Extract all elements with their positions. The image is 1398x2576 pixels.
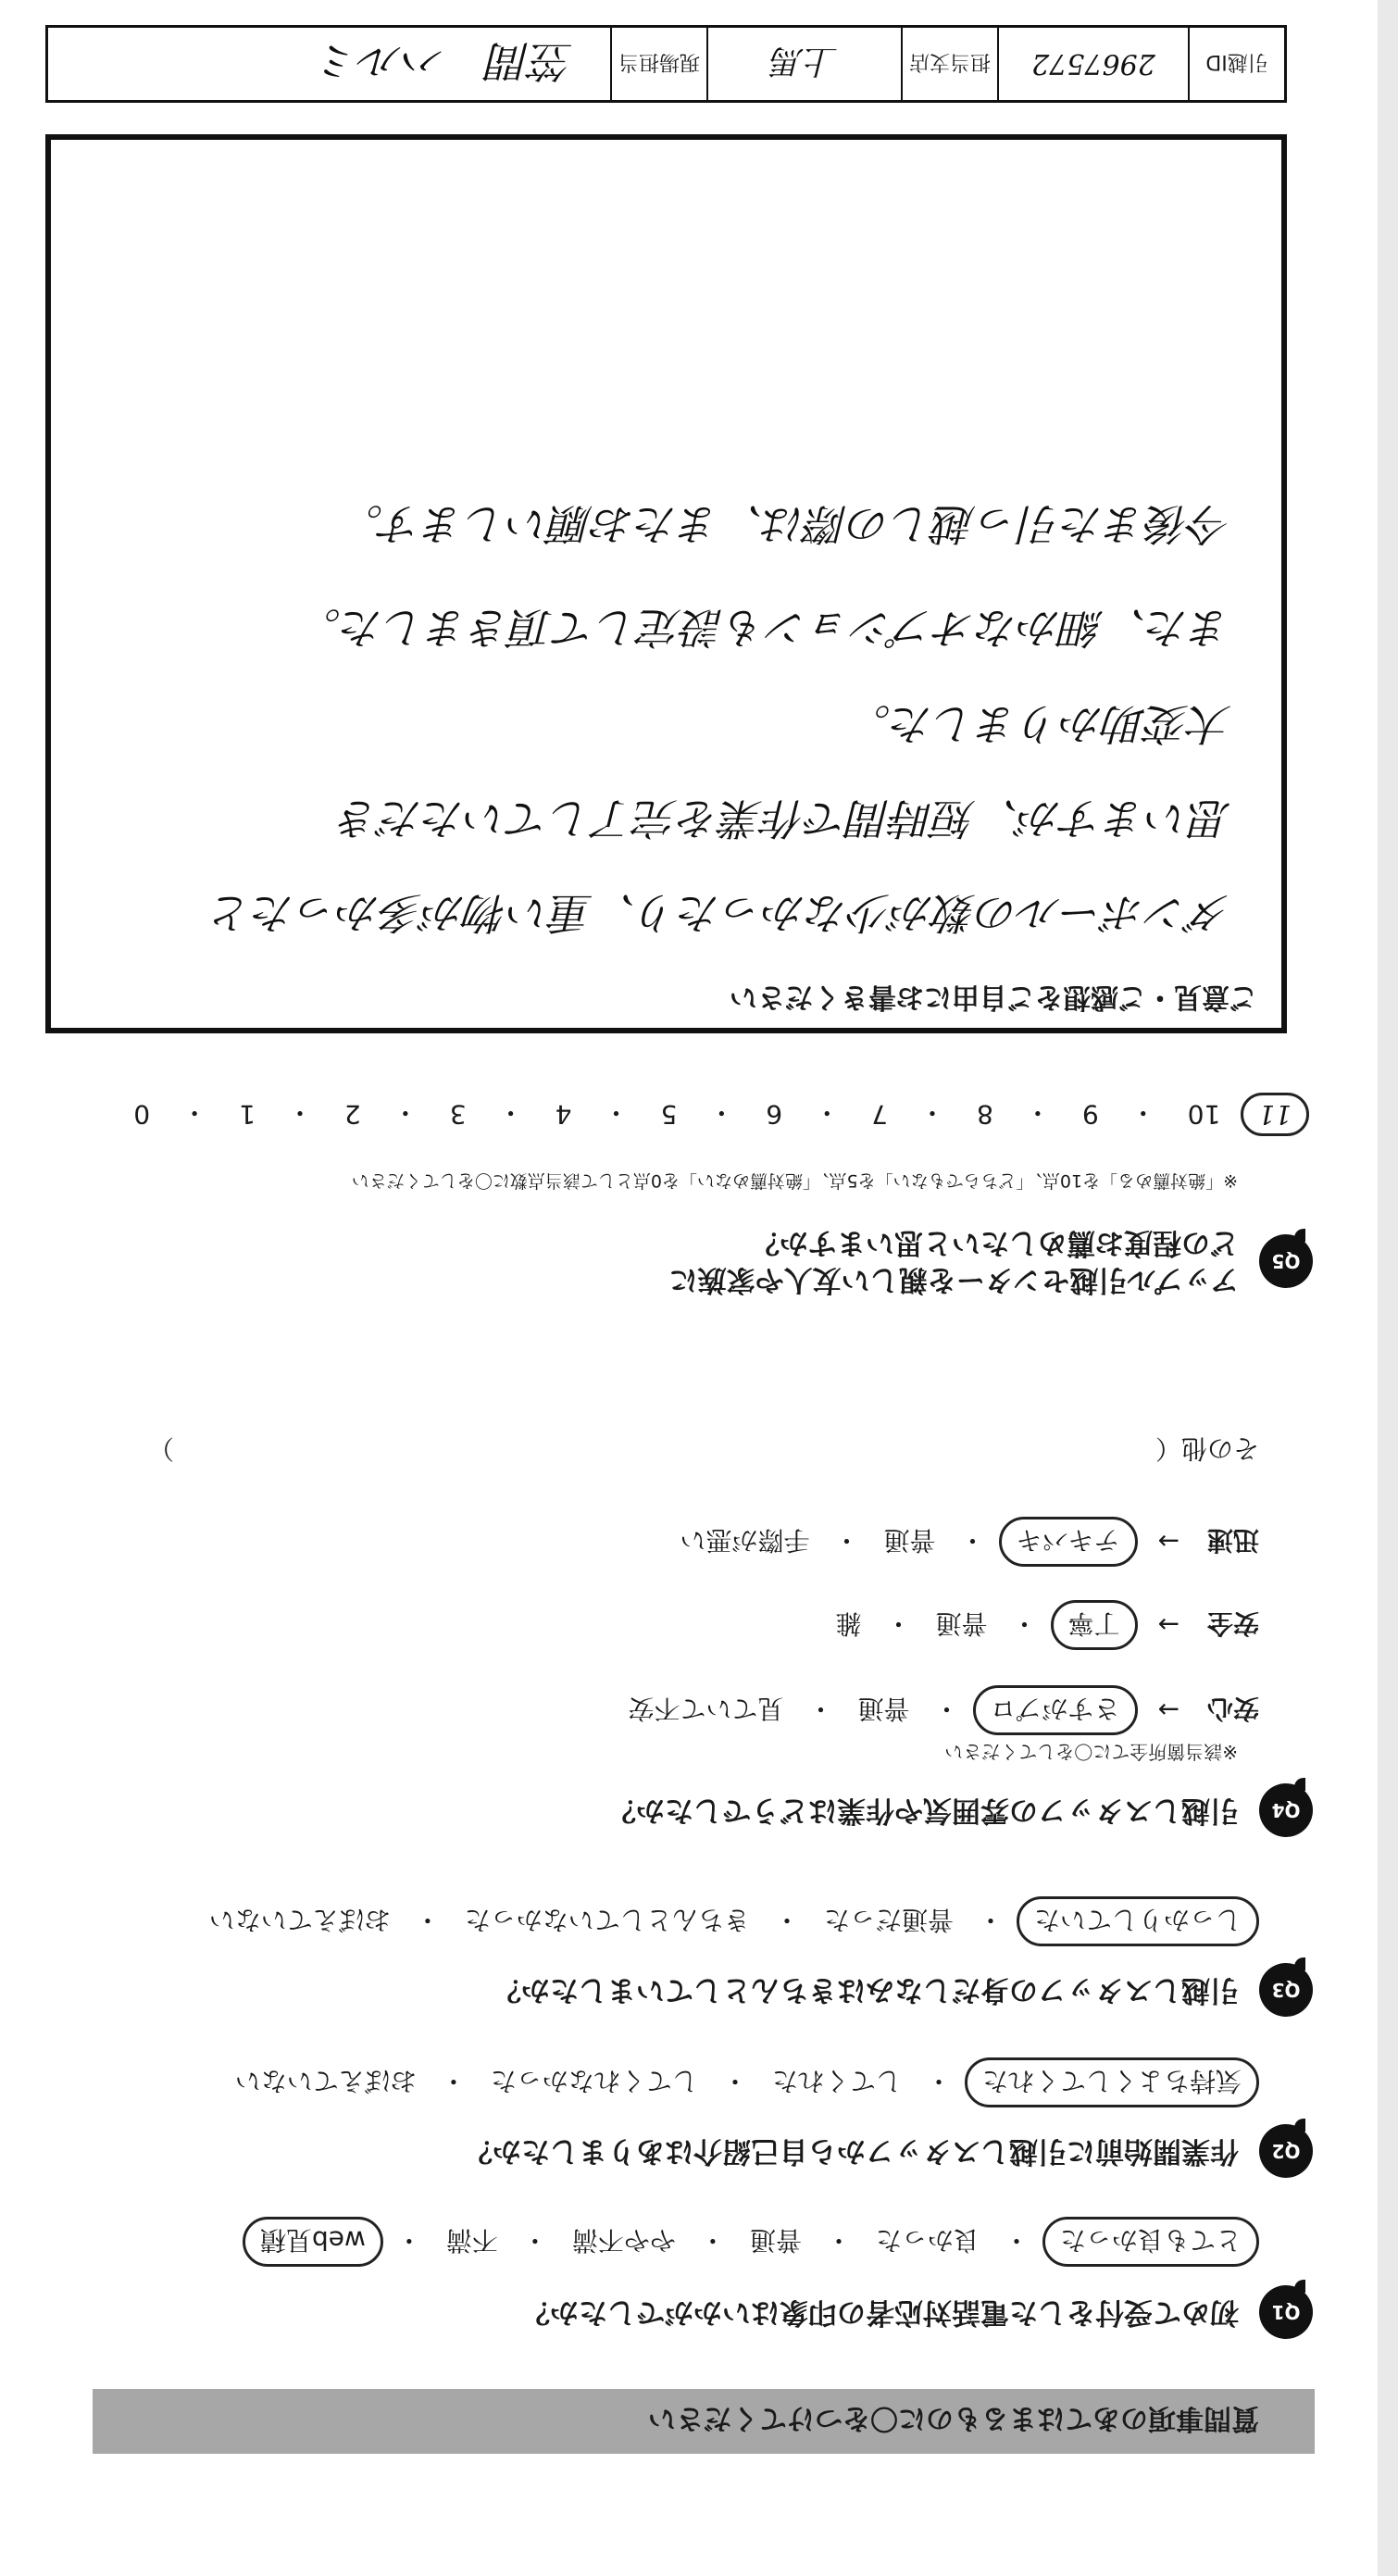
q1-option-good[interactable]: 良かった (875, 2225, 980, 2256)
q1-options: とても良かった ・ 良かった ・ 普通 ・ やや不満 ・ 不満 ・ web見積 (243, 2217, 1259, 2267)
scale-3[interactable]: 3 (449, 1099, 467, 1130)
manager-label: 現場担当 (610, 28, 706, 100)
row-label: 安全 (1206, 1608, 1259, 1639)
scale-1[interactable]: 1 (239, 1099, 256, 1130)
q5-handwritten-answer[interactable]: 11 (1241, 1093, 1309, 1136)
q1-option-normal[interactable]: 普通 (749, 2225, 802, 2256)
branch-value: 上馬 (706, 28, 901, 100)
scale-4[interactable]: 4 (555, 1099, 572, 1130)
scale-5[interactable]: 5 (660, 1099, 678, 1130)
question-text: 引越しスタッフの身だしなみはきちんとしていましたか？ (493, 1973, 1239, 2007)
comment-line-5: 今後また引っ越しの際は、またお願いします。 (340, 499, 1231, 549)
arrow-icon: → (1157, 1526, 1180, 1557)
q4-jinsoku-option-normal[interactable]: 普通 (883, 1525, 936, 1556)
row-label: 迅速 (1206, 1525, 1259, 1556)
q4-jinsoku-option-clumsy[interactable]: 手際が悪い (680, 1525, 810, 1556)
q4-anzen-option-rough[interactable]: 雑 (835, 1608, 862, 1639)
question-badge-icon: Q2 (1259, 2124, 1313, 2178)
comments-heading: ご意見・ご感想をご自由にお書きください (730, 981, 1257, 1013)
badge-tail-icon (1294, 1957, 1305, 1970)
q4-anshin-option-uneasy[interactable]: 見ていて不安 (628, 1694, 784, 1724)
question-5 (669, 1224, 1313, 1298)
question-1 (521, 2285, 1313, 2339)
question-badge-icon: Q5 (1259, 1234, 1313, 1288)
q4-row-jinsoku: 迅速 → テキパキ ・ 普通 ・ 手際が悪い (668, 1517, 1259, 1567)
comment-line-4: また、細かなオプションも設定して頂きました。 (298, 603, 1231, 653)
q4-note: ※該当箇所全てに〇をしてください (944, 1741, 1238, 1763)
other-label: その他（ (1155, 1433, 1259, 1464)
scale-6[interactable]: 6 (766, 1099, 783, 1130)
scale-7[interactable]: 7 (871, 1099, 889, 1130)
q1-option-web-estimate[interactable]: web見積 (243, 2217, 383, 2267)
question-text-line-2: どの程度お薦めしたいと思いますか？ (751, 1226, 1239, 1259)
row-label: 安心 (1206, 1694, 1259, 1724)
q4-anzen-option-normal[interactable]: 普通 (935, 1608, 988, 1639)
q5-note: ※「絶対薦める」を10点、「どちらでもない」を5点、「絶対薦めない」を0点として該当点数に〇をしてください (351, 1170, 1238, 1191)
comment-line-2: 思いますが、短時間で作業を完了していただき (337, 794, 1231, 844)
q2-option-dont-remember[interactable]: おぼえていない (234, 2066, 417, 2096)
comment-line-1: ダンボールの数が少なかったり、重い物が多かったと (209, 888, 1231, 938)
instruction-banner: 質問事項のあてはまるものに〇をつけてください (93, 2389, 1315, 2454)
question-4 (607, 1783, 1313, 1837)
scale-10[interactable]: 10 (1187, 1099, 1221, 1130)
q1-option-slightly-dissatisfied[interactable]: やや不満 (571, 2225, 676, 2256)
q3-option-normal[interactable]: 普通だった (823, 1905, 954, 1935)
manager-value: 笠間 ハルミ (318, 36, 573, 86)
question-badge-icon: Q4 (1259, 1783, 1313, 1837)
badge-tail-icon (1294, 2280, 1305, 2293)
arrow-icon: → (1157, 1609, 1180, 1641)
question-text (669, 1224, 1239, 1298)
move-id-value: 2967572 (997, 28, 1188, 100)
q2-option-yes[interactable]: してくれた (771, 2066, 902, 2096)
question-text-line-1: アップル引越センターを親しい友人や家族に (668, 1263, 1239, 1296)
badge-tail-icon (1294, 1229, 1305, 1242)
q4-other (148, 1432, 1259, 1469)
arrow-icon: → (1157, 1694, 1180, 1726)
branch-label: 担当支店 (901, 28, 997, 100)
q3-options: しっかりしていた ・ 普通だった ・ きちんとしていなかった ・ おぼえていない (198, 1896, 1259, 1946)
scale-0[interactable]: 0 (133, 1099, 151, 1130)
q4-row-anshin: 安心 → さすがプロ ・ 普通 ・ 見ていて不安 (617, 1685, 1259, 1735)
q4-anzen-option-careful[interactable]: 丁寧 (1051, 1600, 1138, 1650)
q1-option-dissatisfied[interactable]: 不満 (445, 2225, 498, 2256)
question-text: 引越しスタッフの雰囲気や作業はどうでしたか？ (607, 1794, 1239, 1827)
q4-jinsoku-option-brisk[interactable]: テキパキ (999, 1517, 1138, 1567)
q2-options: 気持ちよくしてくれた ・ してくれた ・ してくれなかった ・ おぼえていない (224, 2057, 1259, 2107)
q3-option-neat[interactable]: しっかりしていた (1017, 1896, 1259, 1946)
q4-anshin-option-normal[interactable]: 普通 (857, 1694, 910, 1724)
scale-9[interactable]: 9 (1081, 1099, 1099, 1130)
q3-option-not-neat[interactable]: きちんとしていなかった (464, 1905, 750, 1935)
question-2 (464, 2124, 1313, 2178)
staff-info-row (45, 25, 1287, 103)
q2-option-pleasantly[interactable]: 気持ちよくしてくれた (965, 2057, 1259, 2107)
question-badge-icon: Q3 (1259, 1963, 1313, 2017)
other-close: ） (148, 1433, 175, 1464)
q2-option-no[interactable]: してくれなかった (490, 2066, 698, 2096)
q3-option-dont-remember[interactable]: おぼえていない (208, 1905, 391, 1935)
q4-anshin-option-pro[interactable]: さすがプロ (973, 1685, 1138, 1735)
q5-scale: 11 10 ・ 9 ・ 8 ・ 7 ・ 6 ・ 5 ・ 4 ・ 3 ・ 2 ・ 1 ・ 0 (102, 1093, 1309, 1136)
q1-option-very-good[interactable]: とても良かった (1042, 2217, 1259, 2267)
scale-2[interactable]: 2 (343, 1099, 361, 1130)
move-id-label: 引越ID (1188, 28, 1284, 100)
badge-tail-icon (1294, 2119, 1305, 2132)
question-text: 作業開始前に引越しスタッフから自己紹介はありましたか？ (464, 2134, 1239, 2168)
question-badge-icon: Q1 (1259, 2285, 1313, 2339)
scan-edge (1378, 0, 1398, 2576)
scale-8[interactable]: 8 (977, 1099, 993, 1130)
question-text: 初めて受付をした電話対応者の印象はいかがでしたか？ (521, 2295, 1239, 2329)
badge-tail-icon (1294, 1778, 1305, 1791)
q4-row-anzen: 安全 → 丁寧 ・ 普通 ・ 雑 (824, 1600, 1259, 1650)
comment-line-3: 大変助かりました。 (848, 699, 1231, 749)
question-3 (493, 1963, 1313, 2017)
